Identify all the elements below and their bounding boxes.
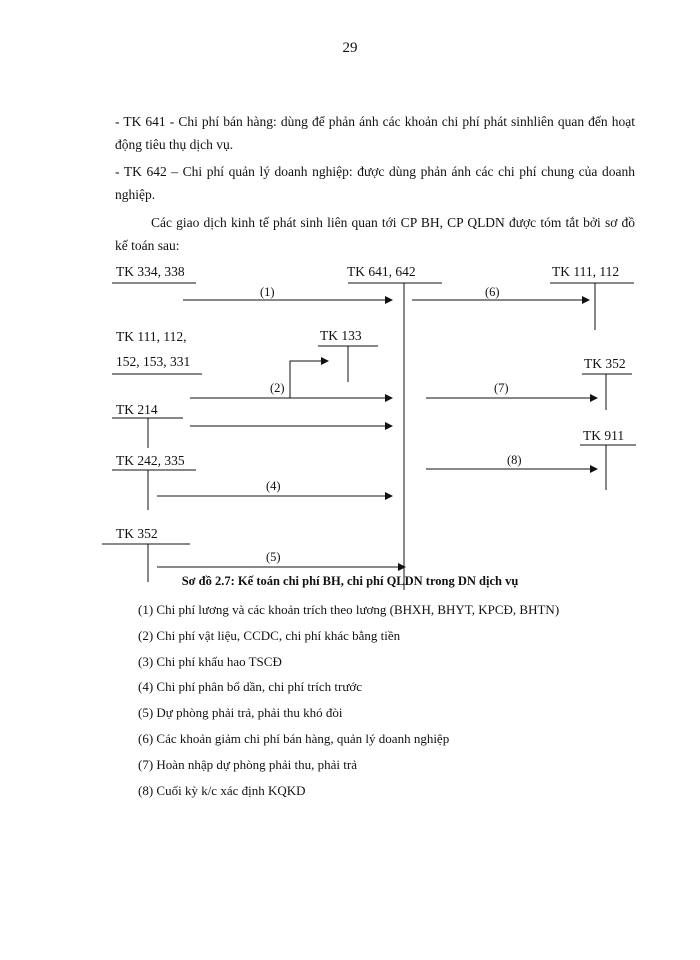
tk641-label: TK 641, 642 bbox=[347, 264, 416, 279]
legend-item: (7) Hoàn nhập dự phòng phải thu, phải trả bbox=[138, 756, 357, 772]
tk352-right-label: TK 352 bbox=[584, 356, 626, 371]
diagram-caption: Sơ đồ 2.7: Kế toán chi phí BH, chi phí QLDN trong DN dịch vụ bbox=[181, 574, 519, 588]
arrow-5-label: (5) bbox=[266, 550, 281, 564]
arrow-8-label: (8) bbox=[507, 453, 522, 467]
legend-item: (4) Chi phí phân bổ dần, chi phí trích trước bbox=[138, 679, 363, 695]
tk133-label: TK 133 bbox=[320, 328, 362, 343]
arrow-1-label: (1) bbox=[260, 285, 275, 299]
paragraph-tk642: - TK 642 – Chi phí quản lý doanh nghiệp: được dùng phản ánh các chi phí chung của doanh nghiệp. bbox=[115, 164, 635, 202]
arrow-2-label: (2) bbox=[270, 381, 285, 395]
tk111-left-label-2: 152, 153, 331 bbox=[116, 354, 191, 369]
tk111-left-label-1: TK 111, 112, bbox=[116, 329, 187, 344]
page-number: 29 bbox=[342, 40, 358, 56]
legend-item: (6) Các khoản giảm chi phí bán hàng, quản lý doanh nghiệp bbox=[138, 730, 450, 746]
legend-item: (2) Chi phí vật liệu, CCDC, chi phí khác bằng tiền bbox=[138, 627, 401, 643]
legend-list bbox=[138, 597, 559, 803]
arrow-6-label: (6) bbox=[485, 285, 500, 299]
arrow-7-label: (7) bbox=[494, 381, 509, 395]
arrow-2-branch bbox=[290, 361, 328, 398]
tk242-label: TK 242, 335 bbox=[116, 453, 185, 468]
paragraph-tk641: - TK 641 - Chi phí bán hàng: dùng để phản ánh các khoản chi phí phát sinhliên quan đến hoạt động tiêu thụ dịch vụ. bbox=[115, 114, 635, 152]
tk214-label: TK 214 bbox=[116, 402, 158, 417]
legend-item: (5) Dự phòng phải trả, phải thu khó đòi bbox=[138, 705, 343, 721]
tk111-right-label: TK 111, 112 bbox=[552, 264, 620, 279]
paragraph-intro: Các giao dịch kinh tế phát sinh liên quan tới CP BH, CP QLDN được tóm tắt bởi sơ đồ kế toán sau: bbox=[115, 215, 635, 253]
legend-item: (1) Chi phí lương và các khoản trích theo lương (BHXH, BHYT, KPCĐ, BHTN) bbox=[138, 602, 560, 617]
legend-item: (8) Cuối kỳ k/c xác định KQKD bbox=[138, 782, 306, 798]
tk911-label: TK 911 bbox=[583, 428, 625, 443]
tk334-label: TK 334, 338 bbox=[116, 264, 185, 279]
legend-item: (3) Chi phí khấu hao TSCĐ bbox=[138, 653, 282, 669]
tk352-left-label: TK 352 bbox=[116, 526, 158, 541]
arrow-4-label: (4) bbox=[266, 479, 281, 493]
